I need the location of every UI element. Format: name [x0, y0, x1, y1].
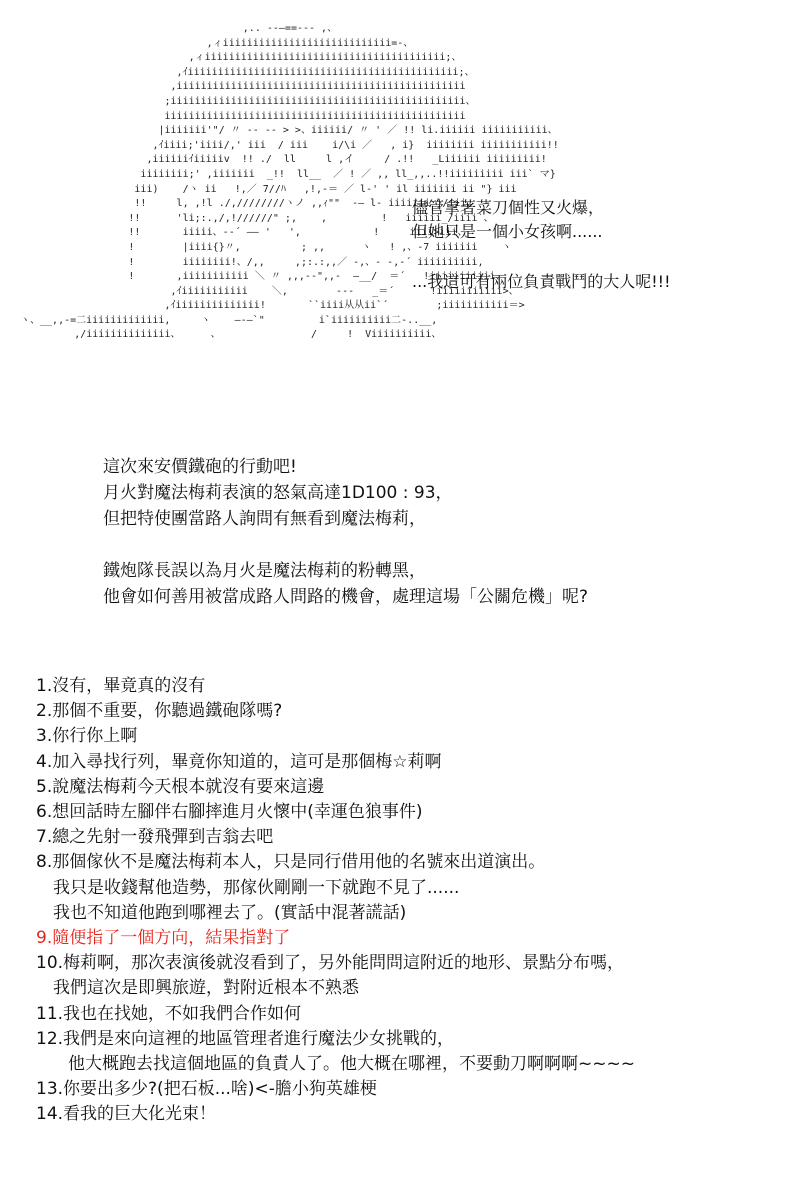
option-item-continuation: 我只是收錢幫他造勢，那傢伙剛剛一下就跑不見了......	[53, 877, 460, 898]
option-item: 12.我們是來向這裡的地區管理者進行魔法少女挑戰的，	[36, 1028, 455, 1049]
dialogue-line: 但她只是一個小女孩啊......	[412, 222, 603, 241]
option-item-continuation: 我也不知道他跑到哪裡去了。(實話中混著謊話)	[53, 902, 407, 923]
narration-line: 月火對魔法梅莉表演的怒氣高達1D100 : 93，	[103, 483, 453, 503]
options-list	[36, 674, 786, 1128]
option-item-continuation: 他大概跑去找這個地區的負責人了。他大概在哪裡，不要動刀啊啊啊~~~~	[68, 1054, 635, 1075]
option-item: 7.總之先射一發飛彈到吉翁去吧	[36, 827, 274, 848]
option-item: 8.那個傢伙不是魔法梅莉本人，只是同行借用他的名號來出道演出。	[36, 852, 546, 873]
option-item: 6.想回話時左腳伴右腳摔進月火懷中(幸運色狼事件)	[36, 802, 423, 823]
dialogue-block	[412, 196, 792, 294]
option-item: 3.你行你上啊	[36, 726, 138, 747]
option-item: 13.你要出多少?(把石板...啥)<-膽小狗英雄梗	[36, 1079, 377, 1100]
option-item: 5.說魔法梅莉今天根本就沒有要來這邊	[36, 776, 325, 797]
narration-line: 鐵炮隊長誤以為月火是魔法梅莉的粉轉黑，	[103, 561, 426, 581]
option-item: 10.梅莉啊，那次表演後就沒看到了，另外能問問這附近的地形、景點分布嗎，	[36, 953, 625, 974]
option-item: 14.看我的巨大化光束！	[36, 1104, 217, 1125]
narration-line: 這次來安價鐵砲的行動吧!	[103, 457, 297, 477]
option-item-continuation: 我們這次是即興旅遊，對附近根本不熟悉	[53, 978, 359, 999]
narration-line: 但把特使團當路人詢問有無看到魔法梅莉，	[103, 509, 426, 529]
option-item-selected: 9.隨便指了一個方向，結果指對了	[36, 928, 291, 949]
option-item: 4.加入尋找行列，畢竟你知道的，這可是那個梅☆莉啊	[36, 751, 442, 772]
spacer	[103, 532, 783, 558]
spacer	[412, 244, 792, 270]
option-item: 1.沒有，畢竟真的沒有	[36, 676, 206, 696]
dialogue-line: 儘管拿著菜刀個性又火爆，	[412, 198, 605, 217]
narration-block	[103, 454, 783, 610]
option-item: 11.我也在找她，不如我們合作如何	[36, 1003, 302, 1024]
option-item: 2.那個不重要，你聽過鐵砲隊嗎?	[36, 701, 283, 722]
dialogue-line: ...我這可有兩位負責戰鬥的大人呢!!!	[412, 272, 671, 291]
narration-line: 他會如何善用被當成路人問路的機會，處理這場「公關危機」呢?	[103, 587, 589, 607]
ascii-art-girl: ,.. --―==-‐- ,、 ,ィiiiiiiiiiiiiiiiiiiiiiiiiiiii=-、 ,ィiiiiiiiiiiiiiiiiiiiiiiiiiiiiiiiiiiiiiiii;、 ,ｲiiiiiiiiiiiiiiiiiiiiiiiiiiiiiiiiiiiiiiiiiiiii;、 ,iiiiiiiiiiiiiiiiiiiiiiiiiiiiiiiiiiiiiiiiiiiiiiii ;iiiiiiiiiiiiiiiiiiiiiiiiiiiiiiiiiiiiiiiiiiiiiiiii、 iiiiiiiiiiiiiiiiiiiiiiiiiiiiiiiiiiiiiiiiiiiiiiiiii |iiiiiii'"/ 〃 ‐‐ ‐- > >、iiiiii/ 〃 ' ／ !! li.iiiiii iiiiiiiiiii、 ,ｲiiii;'iiii/,' iii / iii i/\i ／ , i} iiiiiiii iiiiiiiiiii!! ,iiiiiiｲiiiiiv !! ./ ll l ,イ / .!! _Liiiiii iiiiiiiii! iiiiiiii;' ,iiiiiii _!! ll__ ／ ! ／ ,, ll_,,..!!iiiiiiiii iii` マ} iii) /ヽ ii !,／ 7//ﾊ ,!,‐＝ ／ l‐' ' il iiiiiii ii "} iii !! l, ,!l ./,////////ヽノ ,,ｨ"" ‐― l‐ iiiiiii }/iii、 !! 'li;:.,/,!//////" ;, , ! iiiiii_/iiii`、 !! iiiii、‐-´ ―― ' ', ! iiii>iii、 ! |iiii{}〃, ; ,, ヽ ! ,、‐7 iiiiiii ヽ ! iiiiiiii!、/,, ,;:.:,,／ ‐,、‐ ‐,-´ iiiiiiiiii, ! ,iiiiiiiiiii ＼ 〃 ,,,-‐",,- ―__/ ＝´ !iiiiiiiiiii、 ,ｲiiiiiiiiiii ＼, ‐‐‐ _＝´ !iiiiiiiiiii>、 ,ｲiiiiiiiiiiiiii! ``iiii从从ii`´ ;iiiiiiiiiii＝> ヽ、__,,-=二iiiiiiiiiiiii, ヽ ―‐―`" i`iiiiiiiiii二-..__, ,/iiiiiiiiiiiiii、 、 / ! Viiiiiiiiii、	[20, 23, 559, 341]
